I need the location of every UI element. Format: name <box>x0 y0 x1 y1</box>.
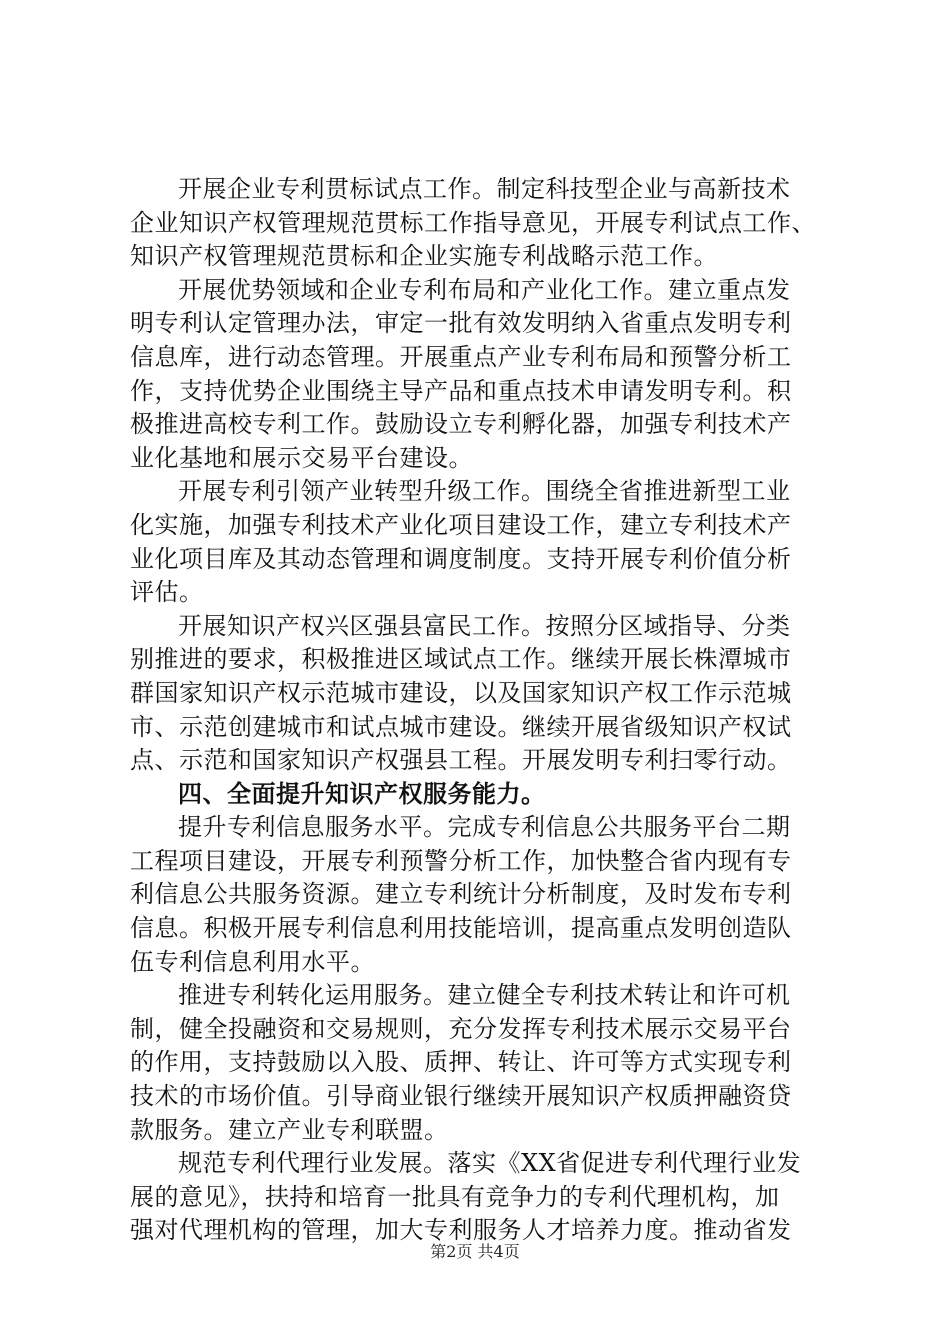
text-line: 市、示范创建城市和试点城市建设。继续开展省级知识产权试 <box>130 712 792 741</box>
section-heading: 四、全面提升知识产权服务能力。 <box>178 779 546 808</box>
text-line: 规范专利代理行业发展。落实《XX省促进专利代理行业发 <box>178 1149 802 1178</box>
text-line: 技术的市场价值。引导商业银行继续开展知识产权质押融资贷 <box>130 1082 792 1111</box>
text-line: 极推进高校专利工作。鼓励设立专利孵化器，加强专利技术产 <box>130 410 792 439</box>
text-line: 制，健全投融资和交易规则，充分发挥专利技术展示交易平台 <box>130 1014 792 1043</box>
text-line: 评估。 <box>130 578 204 607</box>
text-line: 强对代理机构的管理，加大专利服务人才培养力度。推动省发 <box>130 1216 792 1245</box>
text-line: 伍专利信息利用水平。 <box>130 947 375 976</box>
text-line: 开展专利引领产业转型升级工作。围绕全省推进新型工业 <box>178 477 791 506</box>
text-line: 展的意见》，扶持和培育一批具有竞争力的专利代理机构，加 <box>130 1182 780 1211</box>
text-line: 工程项目建设，开展专利预警分析工作，加快整合省内现有专 <box>130 846 792 875</box>
text-line: 作，支持优势企业围绕主导产品和重点技术申请发明专利。积 <box>130 376 792 405</box>
text-line: 推进专利转化运用服务。建立健全专利技术转让和许可机 <box>178 981 791 1010</box>
text-line: 别推进的要求，积极推进区域试点工作。继续开展长株潭城市 <box>130 645 792 674</box>
text-line: 业化项目库及其动态管理和调度制度。支持开展专利价值分析 <box>130 544 792 573</box>
text-line: 开展企业专利贯标试点工作。制定科技型企业与高新技术 <box>178 175 791 203</box>
document-body <box>130 173 830 1248</box>
text-line: 的作用，支持鼓励以入股、质押、转让、许可等方式实现专利 <box>130 1048 792 1077</box>
page-footer: 第2页 共4页 <box>430 1242 520 1261</box>
text-line: 知识产权管理规范贯标和企业实施专利战略示范工作。 <box>130 242 718 271</box>
text-line: 群国家知识产权示范城市建设，以及国家知识产权工作示范城 <box>130 678 792 707</box>
text-line: 信息库，进行动态管理。开展重点产业专利布局和预警分析工 <box>130 342 792 371</box>
text-line: 业化基地和展示交易平台建设。 <box>130 443 473 472</box>
text-line: 明专利认定管理办法，审定一批有效发明纳入省重点发明专利 <box>130 309 792 338</box>
text-line: 企业知识产权管理规范贯标工作指导意见，开展专利试点工作、 <box>130 208 816 237</box>
text-line: 点、示范和国家知识产权强县工程。开展发明专利扫零行动。 <box>130 746 792 775</box>
text-line: 款服务。建立产业专利联盟。 <box>130 1115 449 1144</box>
text-line: 开展优势领域和企业专利布局和产业化工作。建立重点发 <box>178 275 791 304</box>
text-line: 化实施，加强专利技术产业化项目建设工作，建立专利技术产 <box>130 510 792 539</box>
text-line: 信息。积极开展专利信息利用技能培训，提高重点发明创造队 <box>130 914 792 943</box>
text-line: 提升专利信息服务水平。完成专利信息公共服务平台二期 <box>178 813 791 842</box>
text-line: 开展知识产权兴区强县富民工作。按照分区域指导、分类 <box>178 611 791 640</box>
text-line: 利信息公共服务资源。建立专利统计分析制度，及时发布专利 <box>130 880 792 909</box>
